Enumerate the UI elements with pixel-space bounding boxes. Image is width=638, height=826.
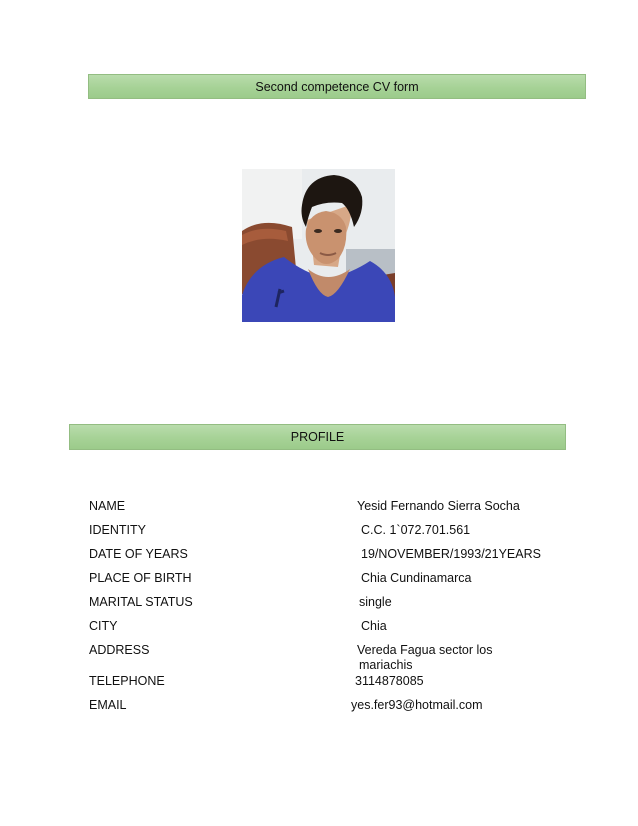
profile-section-banner <box>69 424 566 450</box>
profile-heading: PROFILE <box>290 430 345 444</box>
date-of-years-value: 19/NOVEMBER/1993/21YEARS <box>361 547 541 561</box>
date-of-years-label: DATE OF YEARS <box>89 547 188 561</box>
marital-status-label: MARITAL STATUS <box>89 595 193 609</box>
telephone-value: 3114878085 <box>355 674 424 688</box>
city-value: Chia <box>361 619 387 633</box>
email-label: EMAIL <box>89 698 127 712</box>
address-label: ADDRESS <box>89 643 150 657</box>
profile-photo <box>242 169 395 322</box>
telephone-label: TELEPHONE <box>89 674 165 688</box>
address-value-line2: mariachis <box>359 658 413 672</box>
email-value: yes.fer93@hotmail.com <box>351 698 483 712</box>
identity-label: IDENTITY <box>89 523 146 537</box>
place-of-birth-value: Chia Cundinamarca <box>361 571 472 585</box>
place-of-birth-label: PLACE OF BIRTH <box>89 571 192 585</box>
profile-photo-image <box>242 169 395 322</box>
marital-status-value: single <box>359 595 392 609</box>
address-value: Vereda Fagua sector los <box>357 643 493 657</box>
name-value: Yesid Fernando Sierra Socha <box>357 499 520 513</box>
identity-value: C.C. 1`072.701.561 <box>361 523 471 537</box>
name-label: NAME <box>89 499 126 513</box>
form-title-banner <box>88 74 586 99</box>
city-label: CITY <box>89 619 118 633</box>
form-title: Second competence CV form <box>255 79 419 94</box>
